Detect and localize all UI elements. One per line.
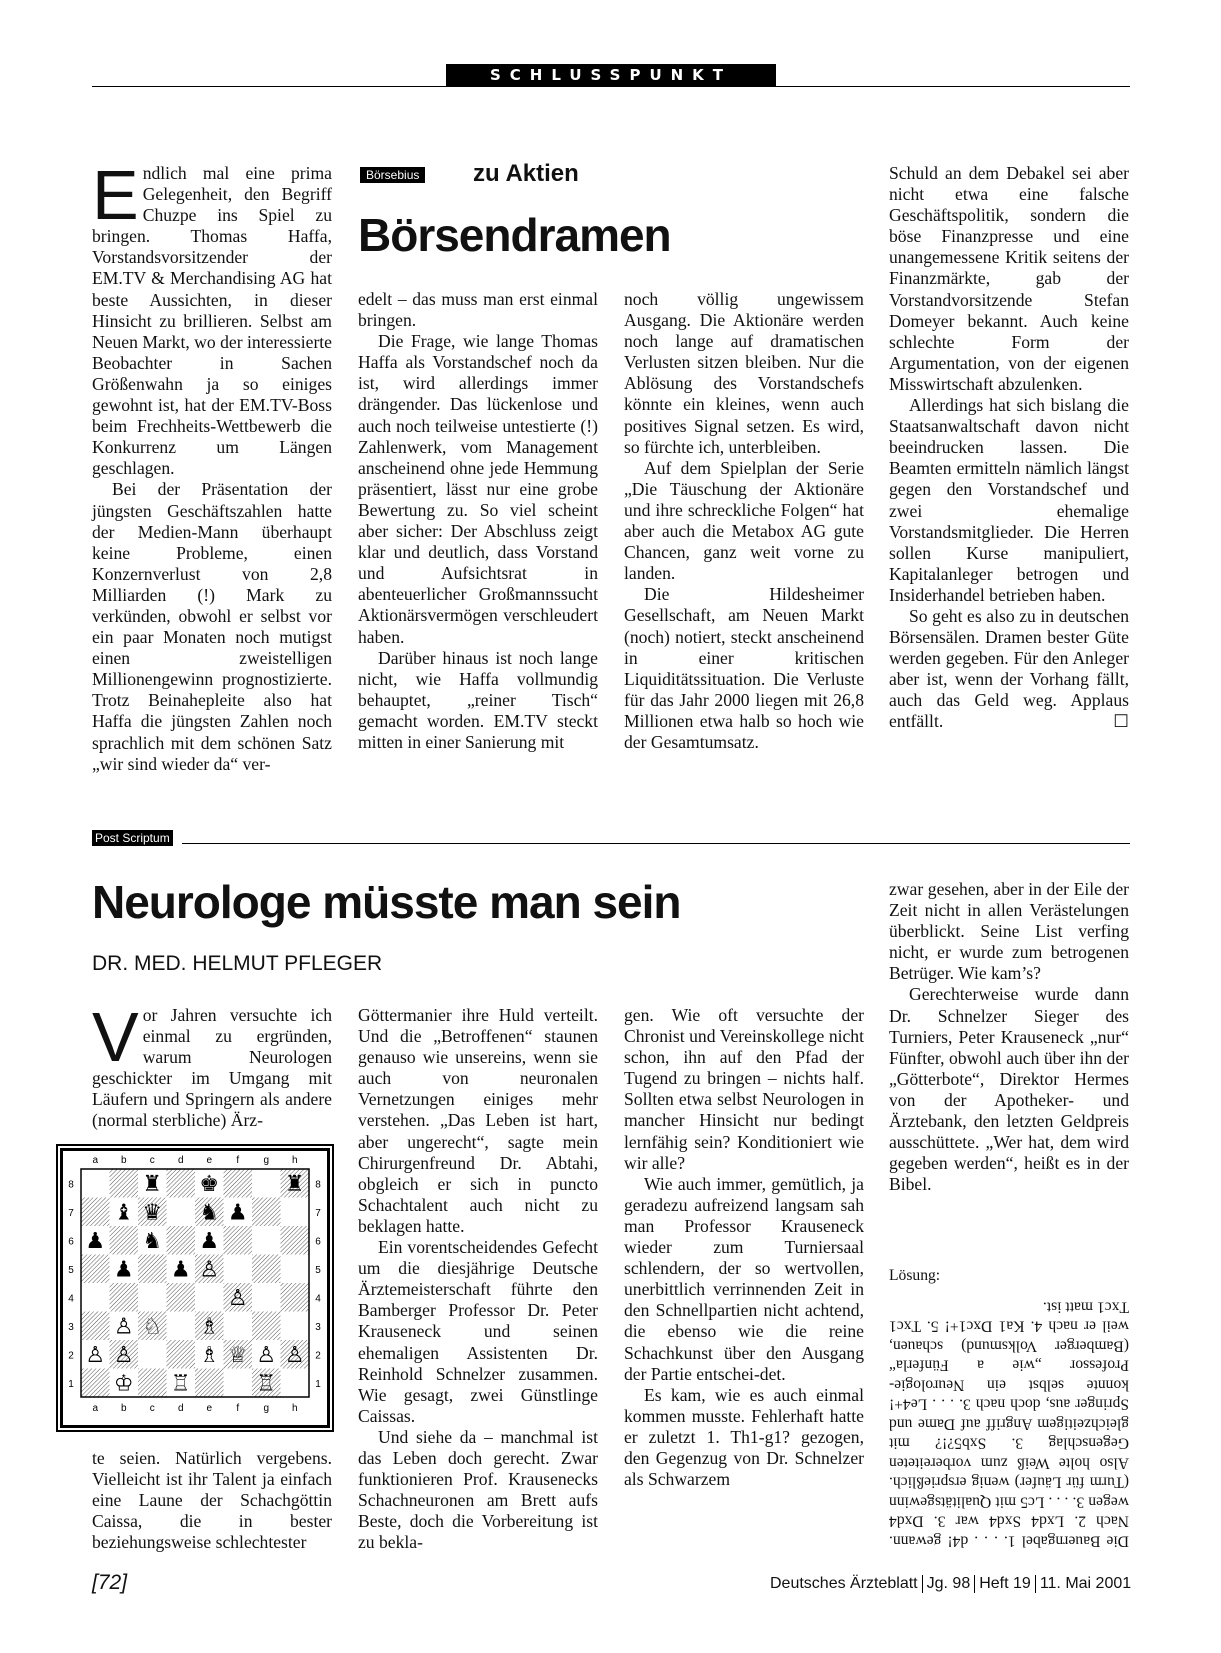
- file-label-top: g: [263, 1155, 270, 1166]
- light-square: [195, 1283, 224, 1312]
- file-label-bottom: f: [236, 1403, 240, 1414]
- rank-label-right: 4: [315, 1293, 321, 1305]
- file-label-bottom: g: [263, 1403, 270, 1414]
- light-square: [252, 1226, 281, 1255]
- rank-label-left: 6: [68, 1236, 74, 1248]
- chess-diagram: [60, 1148, 330, 1428]
- rank-label-right: 5: [315, 1264, 321, 1276]
- paragraph: Die Hildesheimer Gesellschaft, am Neuen Markt (noch) notiert, steckt anscheinend in einer kritischen Liquiditätssituation. Die Verluste für das Jahr 2000 liegen mit 26,8 Millionen etwa halb so hoch wie der Gesamtumsatz.: [624, 584, 864, 752]
- dark-square: [81, 1255, 110, 1284]
- rank-label-left: 5: [68, 1264, 74, 1276]
- journal-volume: Jg. 98: [922, 1575, 971, 1593]
- light-square: [252, 1283, 281, 1312]
- dark-square: [81, 1369, 110, 1398]
- chess-board: [63, 1151, 327, 1425]
- light-square: [167, 1312, 196, 1341]
- rank-label-right: 2: [315, 1350, 321, 1362]
- file-label-top: f: [236, 1155, 240, 1166]
- dark-square: [110, 1169, 139, 1198]
- rank-label-left: 2: [68, 1350, 74, 1362]
- paragraph: Allerdings hat sich bislang die Staatsanwaltschaft davon nicht beeindrucken lassen. Die Beamten ermitteln nämlich längst gegen den Vorstandschef und zwei ehemalige Vorstandsmitglieder. Die Herren sollen Kurse manipuliert, Kapitalanleger betrogen und Insiderhandel betrieben haben.: [889, 395, 1129, 605]
- white-rook-icon: ♖: [256, 1371, 277, 1397]
- end-mark: ☐: [1113, 711, 1129, 732]
- footer-citation: [770, 1575, 1131, 1593]
- file-label-bottom: d: [177, 1403, 184, 1414]
- article2-rule: [182, 843, 1130, 844]
- paragraph: te seien. Natürlich vergebens. Vielleicht ist ihr Talent ja einfach eine Laune der Schachgöttin Caissa, die in bester beziehungsweise schlechtester: [92, 1448, 332, 1553]
- file-label-bottom: a: [92, 1403, 99, 1414]
- black-queen-icon: ♛: [142, 1200, 163, 1226]
- drop-cap: E: [92, 156, 139, 234]
- file-label-bottom: e: [206, 1403, 213, 1414]
- white-knight-icon: ♘: [142, 1314, 163, 1340]
- paragraph-text: So geht es also zu in deutschen Börsensälen. Dramen bester Güte werden gegeben. Für den Anleger aber ist, wenn der Vorhang fällt, auch das Geld weg. Applaus entfällt.: [889, 605, 1129, 732]
- black-pawn-icon: ♟: [170, 1257, 191, 1283]
- light-square: [138, 1283, 167, 1312]
- black-pawn-icon: ♟: [113, 1257, 134, 1283]
- black-king-icon: ♚: [199, 1172, 220, 1198]
- white-bishop-icon: ♗: [199, 1314, 220, 1340]
- paragraph: or Jahren versuchte ich einmal zu ergründen, warum Neurologen geschickter im Umgang mit Läufern und Springern als andere (normal sterbliche) Ärz-: [92, 1005, 332, 1131]
- file-label-top: a: [92, 1155, 99, 1166]
- rank-label-right: 1: [315, 1378, 321, 1390]
- paragraph: Gerechterweise wurde dann Dr. Schnelzer Sieger des Turniers, Peter Krauseneck „nur“ Fünfter, obwohl auch über ihn der „Götterbote“, Direktor Hermes von der Apotheker- und Ärztebank, den letzten Geldpreis ausschüttete. „Wer hat, dem wird gegeben werden“, heißt es in der Bibel.: [889, 984, 1129, 1195]
- white-king-icon: ♔: [113, 1371, 134, 1397]
- white-pawn-icon: ♙: [113, 1314, 134, 1340]
- paragraph: Bei der Präsentation der jüngsten Geschäftszahlen hatte der Medien-Mann überhaupt keine Probleme, einen Konzernverlust von 2,8 Milliarden (!) Mark zu verkünden, obwohl er selbst vor ein paar Monaten noch mutigst einen zweistelligen Millionengewinn prognostizierte. Trotz Beinahepleite also hat Haffa die jüngsten Zahlen noch sprachlich mit dem schönen Satz „wir sind wieder da“ ver-: [92, 479, 332, 774]
- black-rook-icon: ♜: [284, 1172, 305, 1198]
- article1-column-3: [624, 289, 864, 753]
- white-pawn-icon: ♙: [284, 1343, 305, 1369]
- rank-label-left: 4: [68, 1293, 74, 1305]
- dark-square: [224, 1169, 253, 1198]
- black-knight-icon: ♞: [142, 1229, 163, 1255]
- paragraph: Die Frage, wie lange Thomas Haffa als Vorstandschef noch da ist, wird allerdings immer drängender. Das lückenlose und auch noch teilweise untestierte (!) Zahlenwerk, vom Management anscheinend ohne jede Hemmung präsentiert, lässt nur eine grobe Bewertung zu. So viel scheint aber sicher: Der Abschluss zeigt klar und deutlich, dass Vorstand und Aufsichtsrat in abenteuerlicher Großmannssucht Aktionärsvermögen verschleudert haben.: [358, 331, 598, 647]
- article2-column-1b: [92, 1448, 332, 1553]
- light-square: [138, 1340, 167, 1369]
- dark-square: [224, 1226, 253, 1255]
- black-pawn-icon: ♟: [199, 1229, 220, 1255]
- black-rook-icon: ♜: [142, 1172, 163, 1198]
- article1-title: Börsendramen: [358, 209, 671, 261]
- paragraph: Schuld an dem Debakel sei aber nicht etwa eine falsche Geschäftspolitik, sondern die böse Finanzpresse und eine unangemessene Kritik seitens der Finanzmärkte, gab der Vorstandvorsitzende Stefan Domeyer bekannt. Auch keine schlechte Form der Argumentation, von der eigenen Misswirtschaft abzulenken.: [889, 163, 1129, 394]
- article2-column-1a: [92, 998, 332, 1132]
- dark-square: [110, 1226, 139, 1255]
- paragraph: Es kam, wie es auch einmal kommen musste. Fehlerhaft hatte er zuletzt 1. Th1-g1? gezogen, den Gegenzug von Dr. Schnelzer als Schwarzem: [624, 1384, 864, 1490]
- white-pawn-icon: ♙: [256, 1343, 277, 1369]
- paragraph: Und siehe da – manchmal ist das Leben doch gerecht. Zwar funktionieren Prof. Krausenecks Schachneuronen am Brett aufs Beste, doch die Vorbereitung ist zu bekla-: [358, 1426, 598, 1553]
- file-label-top: h: [291, 1155, 298, 1166]
- file-label-bottom: h: [291, 1403, 298, 1414]
- light-square: [281, 1369, 310, 1398]
- white-queen-icon: ♕: [227, 1343, 248, 1369]
- article1-column-4: [889, 163, 1129, 733]
- column-tag: Börsebius: [360, 167, 425, 183]
- white-pawn-icon: ♙: [227, 1286, 248, 1312]
- dark-square: [281, 1283, 310, 1312]
- article1-subtitle: zu Aktien: [473, 160, 579, 187]
- white-bishop-icon: ♗: [199, 1343, 220, 1369]
- light-square: [224, 1312, 253, 1341]
- light-square: [81, 1283, 110, 1312]
- paragraph: Ein vorentscheidendes Gefecht um die diesjährige Deutsche Ärztemeisterschaft führte den Bamberger Professor Dr. Peter Krauseneck und seinen ehemaligen Assistenten Dr. Reinhold Schnelzer zusammen. Wie gesagt, zwei Günstlinge Caissas.: [358, 1237, 598, 1426]
- article2-column-3: [624, 1005, 864, 1490]
- dark-square: [81, 1312, 110, 1341]
- rank-label-right: 6: [315, 1236, 321, 1248]
- light-square: [81, 1169, 110, 1198]
- white-rook-icon: ♖: [170, 1371, 191, 1397]
- white-pawn-icon: ♙: [85, 1343, 106, 1369]
- article1-column-2: [358, 289, 598, 753]
- journal-issue: Heft 19: [974, 1575, 1031, 1593]
- file-label-top: c: [149, 1155, 155, 1166]
- dark-square: [167, 1226, 196, 1255]
- article2-author: DR. MED. HELMUT PFLEGER: [92, 952, 383, 975]
- article2-kicker: [92, 829, 173, 847]
- dark-square: [252, 1255, 281, 1284]
- file-label-top: b: [120, 1155, 127, 1166]
- dark-square: [138, 1255, 167, 1284]
- header-rule: [92, 86, 1130, 87]
- dark-square: [195, 1369, 224, 1398]
- page-number: [72]: [92, 1571, 128, 1594]
- article2-column-2: [358, 1005, 598, 1553]
- black-pawn-icon: ♟: [85, 1229, 106, 1255]
- dark-square: [110, 1283, 139, 1312]
- paragraph: [889, 606, 1129, 733]
- rank-label-right: 8: [315, 1179, 321, 1191]
- paragraph: Wie auch immer, gemütlich, ja geradezu aufreizend langsam sah man Professor Krauseneck wieder zum Turniersaal schlendern, der so wertvollen, unerbittlich verrinnenden Zeit in den Schnellpartien nicht achtend, die ebenso wie die reine Schachkunst über den Ausgang der Partie entschei-det.: [624, 1173, 864, 1384]
- dark-square: [167, 1283, 196, 1312]
- file-label-bottom: c: [149, 1403, 155, 1414]
- rank-label-right: 3: [315, 1321, 321, 1333]
- solution-label: Lösung:: [889, 1267, 941, 1284]
- light-square: [281, 1198, 310, 1227]
- rank-label-left: 1: [68, 1378, 74, 1390]
- paragraph: edelt – das muss man erst einmal bringen.: [358, 289, 598, 331]
- rank-label-left: 8: [68, 1179, 74, 1191]
- dark-square: [252, 1312, 281, 1341]
- article2-title: Neurologe müsste man sein: [92, 876, 681, 928]
- column-tag: Post Scriptum: [92, 830, 173, 846]
- dark-square: [281, 1226, 310, 1255]
- light-square: [167, 1198, 196, 1227]
- light-square: [281, 1255, 310, 1284]
- rank-label-left: 3: [68, 1321, 74, 1333]
- paragraph: ndlich mal eine prima Gelegenheit, den Begriff Chuzpe ins Spiel zu bringen. Thomas Haffa, Vorstandsvorsitzender der EM.TV & Merchandising AG hat beste Aussichten, in dieser Hinsicht zu brillieren. Selbst am Neuen Markt, wo der interessierte Beobachter in Sachen Größenwahn ja so einiges gewohnt ist, hat der EM.TV-Boss beim Frechheits-Wettbewerb die Konkurrenz um Längen geschlagen.: [92, 163, 332, 479]
- black-knight-icon: ♞: [199, 1200, 220, 1226]
- dark-square: [81, 1198, 110, 1227]
- paragraph: noch völlig ungewissem Ausgang. Die Aktionäre werden noch lange auf dramatischen Verlusten sitzen bleiben. Nur die Ablösung des Vorstandschefs könnte ein kleines, wenn auch positives Signal setzen. Es wird, so fürchte ich, unterbleiben.: [624, 289, 864, 457]
- article1-column-1: [92, 156, 332, 775]
- file-label-top: e: [206, 1155, 213, 1166]
- light-square: [224, 1255, 253, 1284]
- light-square: [281, 1312, 310, 1341]
- drop-cap: V: [92, 998, 139, 1076]
- article1-kicker: [360, 166, 425, 184]
- dark-square: [252, 1198, 281, 1227]
- article2-column-4: [889, 879, 1129, 1195]
- solution-text-upside-down: Die Bauerngabel 1. . . . d4! gewann. Nach 2. Lxd4 Sxd4 war 3. Dxd4 wegen 3. . . . Lc5 mit Qualitätsgewinn (Turm für Läufer) wenig ersprießlich. Also holte Weiß zum vorbereiteten Gegenschlag 3. Sxb5?!? mit gleichzeitigem Angriff auf Dame und Springer aus, doch nach 3. . . . Le4+! konnte selbst ein Neurologie-Professor „wie a Fünferla“ (Bamberger Volksmund) schauen, weil er nach 4. Ka1 Dxc1+! 5. Txc1 Txc1 matt ist.: [889, 1298, 1129, 1550]
- white-pawn-icon: ♙: [199, 1257, 220, 1283]
- rank-label-right: 7: [315, 1207, 321, 1219]
- dark-square: [167, 1169, 196, 1198]
- journal-name: Deutsches Ärzteblatt: [770, 1575, 918, 1592]
- light-square: [224, 1369, 253, 1398]
- black-bishop-icon: ♝: [113, 1200, 134, 1226]
- paragraph: Darüber hinaus ist noch lange nicht, wie Haffa vollmundig behauptet, „reiner Tisch“ gemacht worden. EM.TV steckt mitten in einer Sanierung mit: [358, 647, 598, 752]
- rank-label-left: 7: [68, 1207, 74, 1219]
- section-banner: SCHLUSSPUNKT: [446, 64, 776, 86]
- dark-square: [167, 1340, 196, 1369]
- paragraph: Auf dem Spielplan der Serie „Die Täuschung der Aktionäre und ihre schreckliche Folgen“ hat aber auch die Metabox AG gute Chancen, ganz weit vorne zu landen.: [624, 457, 864, 584]
- file-label-top: d: [177, 1155, 184, 1166]
- dark-square: [138, 1369, 167, 1398]
- paragraph: gen. Wie oft versuchte der Chronist und Vereinskollege nicht schon, ihn auf den Pfad der Tugend zu bringen – nichts half. Sollten etwa selbst Neurologen in mancher Hinsicht nur bedingt lernfähig sein? Konditioniert wie wir alle?: [624, 1005, 864, 1173]
- light-square: [252, 1169, 281, 1198]
- paragraph: zwar gesehen, aber in der Eile der Zeit nicht in allen Verästelungen überblickt. Seine List verfing nicht, er wurde zum betrogenen Betrüger. Wie kam’s?: [889, 879, 1129, 984]
- black-pawn-icon: ♟: [227, 1200, 248, 1226]
- journal-date: 11. Mai 2001: [1035, 1575, 1131, 1593]
- paragraph: Göttermanier ihre Huld verteilt. Und die „Betroffenen“ staunen genauso wie unsereins, wenn sie auch von neuronalen Vernetzungen einiges mehr verstehen. „Das Leben ist hart, aber ungerecht“, sagte mein Chirurgenfreund Dr. Abtahi, obgleich er sich in puncto Schachtalent auch nicht zu beklagen hatte.: [358, 1005, 598, 1236]
- file-label-bottom: b: [120, 1403, 127, 1414]
- white-pawn-icon: ♙: [113, 1343, 134, 1369]
